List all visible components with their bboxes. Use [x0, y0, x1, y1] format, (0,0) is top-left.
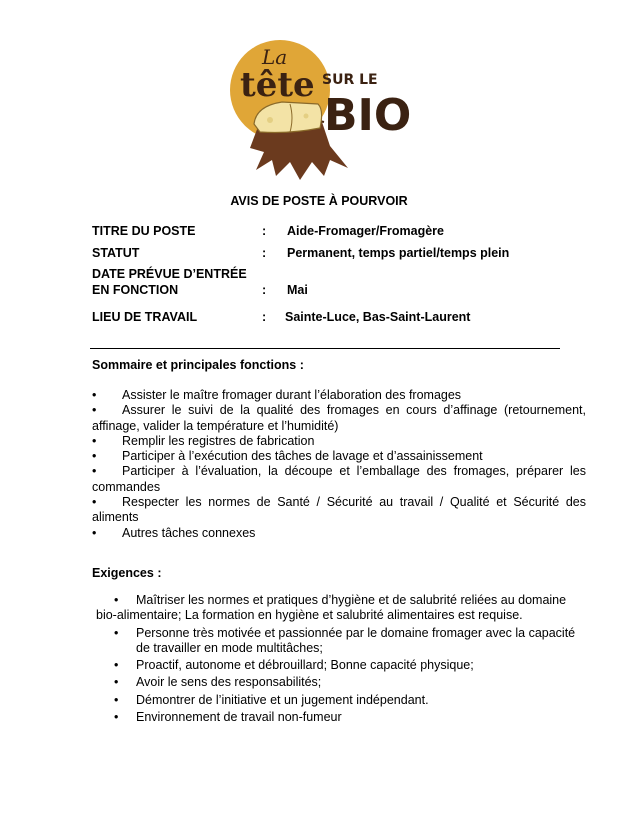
- field-colon: :: [262, 246, 267, 260]
- field-value-statut: Permanent, temps partiel/temps plein: [287, 246, 510, 260]
- bullet: •: [114, 658, 119, 673]
- list-item: • Assister le maître fromager durant l’élaboration des fromages: [92, 388, 462, 402]
- field-label-date-line2: EN FONCTION: [92, 283, 179, 297]
- list-item: • Proactif, autonome et débrouillard; Bonne capacité physique;: [114, 658, 474, 673]
- bullet: •: [92, 495, 97, 510]
- field-label-lieu: LIEU DE TRAVAIL: [92, 310, 198, 324]
- list-item: • Personne très motivée et passionnée par le domaine fromager avec la capacité de travailler en mode multitâches;: [114, 625, 576, 655]
- requirements-heading: Exigences :: [92, 566, 162, 580]
- field-label-date-line1: DATE PRÉVUE D’ENTRÉE: [92, 267, 247, 281]
- bullet: •: [114, 675, 119, 690]
- divider: [90, 348, 560, 349]
- list-item: • Avoir le sens des responsabilités;: [114, 675, 322, 690]
- logo-bio-text: BIO: [324, 90, 412, 141]
- list-item: • Maîtriser les normes et pratiques d’hygiène et de salubrité reliées au domaine bio-alimentaire; La formation en hygiène et salubrité alimentaires est requise.: [96, 593, 567, 623]
- bullet: •: [92, 449, 97, 464]
- list-item: • Remplir les registres de fabrication: [92, 433, 315, 448]
- bullet: •: [92, 403, 97, 418]
- field-colon: :: [262, 224, 267, 238]
- list-item: • Assurer le suivi de la qualité des fromages en cours d’affinage (retournement, affinage, valider la température et l’humidité): [92, 403, 586, 433]
- field-label-statut: STATUT: [92, 246, 140, 260]
- list-item: • Démontrer de l’initiative et un jugement indépendant.: [114, 692, 429, 707]
- logo-sur-le-text: SUR LE: [322, 72, 378, 88]
- bullet: •: [92, 388, 97, 402]
- list-item: • Environnement de travail non-fumeur: [114, 710, 342, 725]
- field-value-lieu: Sainte-Luce, Bas-Saint-Laurent: [285, 310, 471, 324]
- summary-list: [92, 388, 586, 541]
- logo-tete-text: tête: [240, 65, 315, 105]
- list-item: • Autres tâches connexes: [92, 525, 256, 540]
- list-item: • Participer à l’évaluation, la découpe et l’emballage des fromages, préparer les commandes: [92, 464, 586, 494]
- field-value-titre: Aide-Fromager/Fromagère: [287, 224, 444, 238]
- bullet: •: [92, 433, 97, 448]
- list-item: • Respecter les normes de Santé / Sécurité au travail / Qualité et Sécurité des aliments: [92, 495, 586, 525]
- page-title: AVIS DE POSTE À POURVOIR: [230, 194, 408, 208]
- field-value-date: Mai: [287, 283, 308, 297]
- bullet: •: [92, 464, 97, 479]
- field-label-titre: TITRE DU POSTE: [92, 224, 196, 238]
- bullet: •: [114, 692, 119, 707]
- bullet: •: [114, 710, 119, 725]
- list-item: • Participer à l’exécution des tâches de lavage et d’assainissement: [92, 449, 483, 464]
- logo-la-text: La: [262, 45, 288, 69]
- la-tete-sur-le-bio-logo: [220, 38, 430, 183]
- field-colon: :: [262, 283, 267, 297]
- requirements-list: [92, 593, 586, 725]
- summary-heading: Sommaire et principales fonctions :: [92, 358, 304, 372]
- bullet: •: [114, 625, 119, 640]
- field-colon: :: [262, 310, 267, 324]
- bullet: •: [92, 525, 97, 540]
- bullet: •: [114, 593, 119, 607]
